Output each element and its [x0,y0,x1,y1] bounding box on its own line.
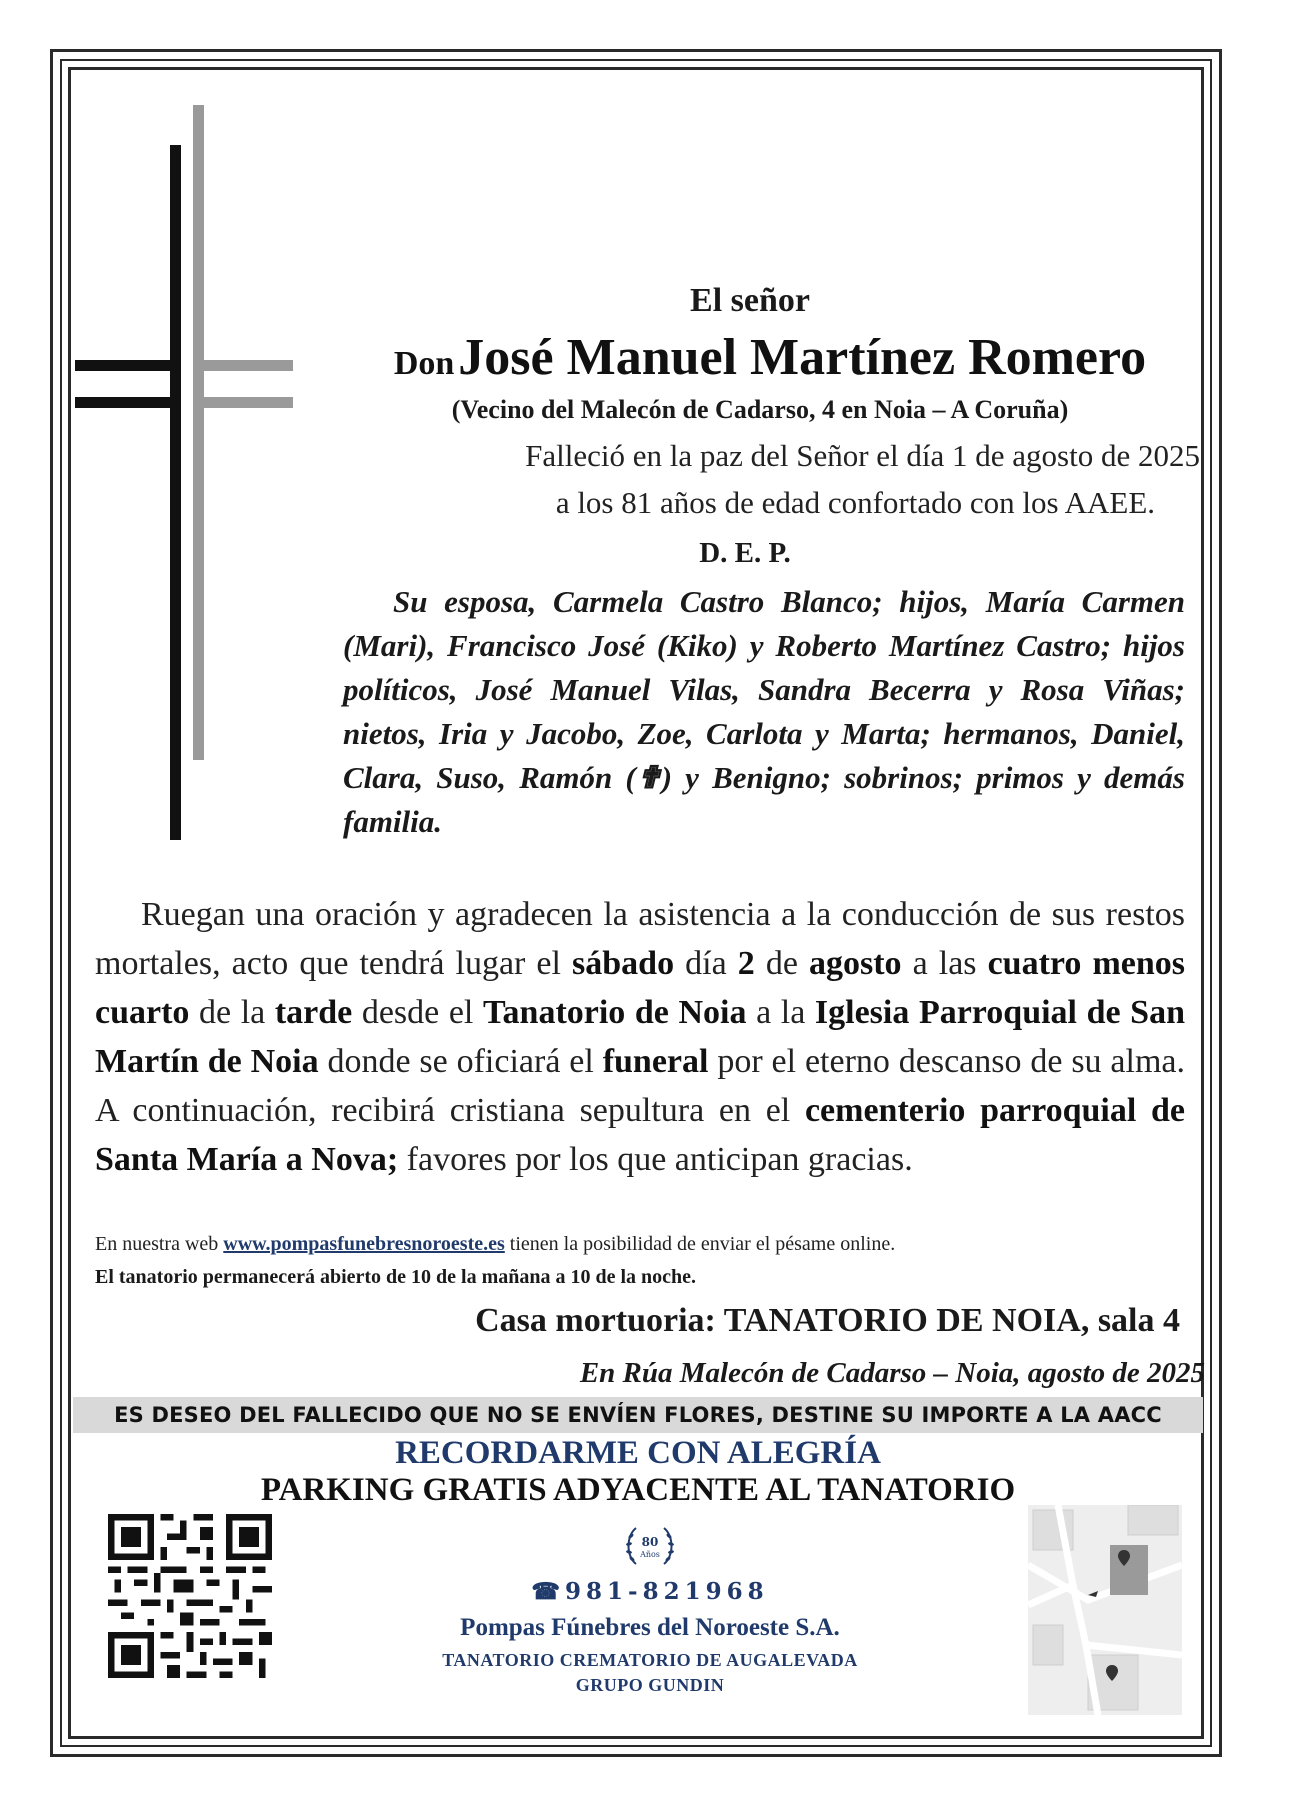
opening-hours-note: El tanatorio permanecerá abierto de 10 de la mañana a 10 de la noche. [95,1266,697,1288]
no-flowers-banner: ES DESEO DEL FALLECIDO QUE NO SE ENVÍEN FLORES, DESTINE SU IMPORTE A LA AACC [73,1397,1203,1433]
cross-black-arm-top [75,360,181,371]
phone-line[interactable] [480,1578,820,1605]
deceased-name [320,328,1220,387]
phone-number: 981-821968 [565,1578,769,1605]
remember-motto: RECORDARME CON ALEGRÍA [395,1435,881,1471]
anniversary-seal-icon [622,1518,678,1574]
web-note [95,1233,1195,1256]
rip-text: D. E. P. [699,537,791,569]
service-origin: Tanatorio de Noia [482,994,747,1031]
service-funeral: funeral [602,1043,709,1080]
cross-grey-arm-top [193,360,293,371]
crematorio-name: TANATORIO CREMATORIO DE AUGALEVADA [442,1650,858,1670]
residence-line: (Vecino del Malecón de Cadarso, 4 en Noia – A Coruña) [451,395,1069,424]
place-date: En Rúa Malecón de Cadarso – Noia, agosto de 2025 [579,1357,1205,1389]
location-map-icon[interactable] [1028,1505,1182,1715]
service-text: a las [901,945,988,982]
service-text: por el eterno descanso de su alma. A continuación, recibirá cristiana sepultura en el [95,1043,1185,1129]
parking-note: PARKING GRATIS ADYACENTE AL TANATORIO [260,1472,1016,1508]
cross-black-arm-bottom [75,397,181,408]
service-day: sábado [572,945,675,982]
cross-grey-arm-bottom [193,397,293,408]
family-text-1: Su esposa, Carmela Castro Blanco; hijos, María Carmen (Mari), Francisco José (Kiko) y Roberto Martínez Castro; hijos políticos, José Manuel Vilas, Sandra Becerra y Rosa Viñas; nietos, Iria y Jacobo, Zoe, Carlota y Marta; hermanos, Daniel, Clara, Suso, Ramón ( [343,584,1185,795]
qr-code-icon[interactable] [108,1514,272,1678]
casa-mortuoria: Casa mortuoria: TANATORIO DE NOIA, sala 4 [475,1302,1180,1339]
service-cemetery: cementerio parroquial de Santa María a Nova; [95,1092,1185,1178]
service-time: cuatro menos cuarto [95,945,1185,1031]
service-month: agosto [808,945,902,982]
service-text: Ruegan una oración y agradecen la asistencia a la conducción de sus restos mortales, acto que tendrá lugar el [95,896,1185,982]
service-text: de [754,945,809,982]
service-paragraph [95,890,1185,1184]
seal-number: 80 [641,1535,659,1549]
family-text-2: ) y Benigno; sobrinos; primos y demás familia. [343,760,1185,839]
service-text: favores por los que anticipan gracias. [398,1141,913,1178]
service-text: donde se oficiará el [318,1043,603,1080]
age-line: a los 81 años de edad confortado con los AAEE. [555,485,1155,520]
service-text: día [674,945,738,982]
intro-text: El señor [690,282,810,319]
seal-word: Años [640,1550,660,1559]
web-note-text: En nuestra web [95,1233,224,1255]
web-note-text: tienen la posibilidad de enviar el pésame online. [504,1233,896,1255]
telephone-icon: ☎ [531,1578,566,1605]
death-date-line: Falleció en la paz del Señor el día 1 de agosto de 2025 [525,438,1200,473]
name-full: José Manuel Martínez Romero [458,329,1147,386]
cross-icon [75,100,305,850]
company-name: Pompas Fúnebres del Noroeste S.A. [460,1614,840,1641]
cross-grey-vertical [193,105,204,760]
service-period: tarde [274,994,353,1031]
cross-black-vertical [170,145,181,840]
deceased-cross-icon: ✟ [635,760,662,795]
service-text: desde el [352,994,483,1031]
service-date-number: 2 [737,945,755,982]
service-text: de la [189,994,275,1031]
group-name: GRUPO GUNDIN [575,1675,725,1695]
family-paragraph [343,580,1185,844]
website-link[interactable]: www.pompasfunebresnoroeste.es [223,1233,505,1255]
service-church: Iglesia Parroquial de San Martín de Noia [95,994,1185,1080]
name-prefix: Don [393,345,455,382]
service-text: a la [746,994,815,1031]
